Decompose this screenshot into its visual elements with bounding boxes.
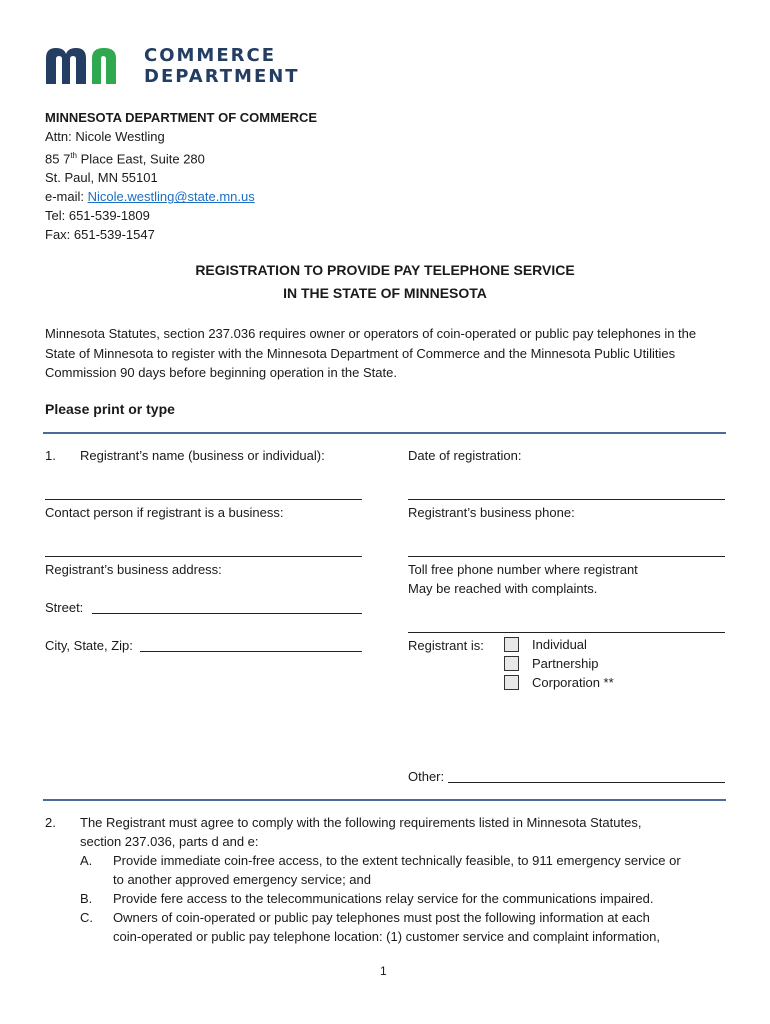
item-b-line1: Provide fere access to the telecommunications relay service for the communications impaired. — [113, 891, 654, 906]
address-block — [45, 108, 445, 244]
business-phone-label: Registrant’s business phone: — [408, 505, 575, 520]
instruction-heading: Please print or type — [45, 401, 175, 417]
section-divider — [43, 432, 726, 434]
individual-label: Individual — [532, 637, 587, 652]
page-number: 1 — [380, 964, 387, 978]
other-label: Other: — [408, 769, 445, 784]
toll-free-label-2: May be reached with complaints. — [408, 581, 598, 596]
item-c-letter: C. — [80, 910, 93, 925]
item-a-line1: Provide immediate coin-free access, to the extent technically feasible, to 911 emergency service or — [113, 853, 681, 868]
item-a-line2: to another approved emergency service; and — [113, 872, 371, 887]
street-suffix: th — [70, 151, 77, 160]
individual-checkbox[interactable] — [504, 637, 519, 652]
partnership-checkbox[interactable] — [504, 656, 519, 671]
item-b-letter: B. — [80, 891, 93, 906]
street-rest: Place East, Suite 280 — [76, 151, 205, 167]
section2-intro-1: The Registrant must agree to comply with the following requirements listed in Minnesota Statutes, — [80, 815, 642, 830]
contact-person-field[interactable] — [45, 556, 362, 557]
email-line — [45, 187, 445, 206]
document-title-line1: REGISTRATION TO PROVIDE PAY TELEPHONE SERVICE — [195, 262, 575, 278]
section2-intro-2: section 237.036, parts d and e: — [80, 834, 259, 849]
attn-line: Attn: Nicole Westling — [45, 129, 165, 144]
commerce-logo — [44, 44, 304, 88]
email-link[interactable]: Nicole.westling@state.mn.us — [87, 189, 255, 205]
city-line: St. Paul, MN 55101 — [45, 170, 158, 186]
fax-line: Fax: 651-539-1547 — [45, 227, 155, 243]
registrant-is-label: Registrant is: — [408, 638, 484, 653]
email-label: e-mail: — [45, 189, 88, 205]
corporation-label: Corporation ** — [532, 675, 614, 690]
contact-person-label: Contact person if registrant is a business: — [45, 505, 284, 520]
date-registration-field[interactable] — [408, 499, 725, 500]
business-address-label: Registrant’s business address: — [45, 562, 222, 577]
item-c-line1: Owners of coin-operated or public pay telephones must post the following information at each — [113, 910, 650, 925]
date-registration-label: Date of registration: — [408, 448, 522, 463]
tel-line: Tel: 651-539-1809 — [45, 208, 150, 224]
street-field[interactable] — [92, 613, 362, 614]
section2-number: 2. — [45, 815, 56, 830]
city-state-zip-label: City, State, Zip: — [45, 638, 133, 653]
document-title-line2: IN THE STATE OF MINNESOTA — [283, 285, 487, 301]
section-divider-2 — [43, 799, 726, 801]
other-field[interactable] — [448, 782, 725, 783]
item-a-letter: A. — [80, 853, 93, 868]
business-phone-field[interactable] — [408, 556, 725, 557]
street-line — [45, 146, 445, 168]
logo-line-department: DEPARTMENT — [144, 66, 300, 87]
registrant-name-field[interactable] — [45, 499, 362, 500]
street-label: Street: — [45, 600, 84, 615]
toll-free-field[interactable] — [408, 632, 725, 633]
partnership-label: Partnership — [532, 656, 599, 671]
section1-number: 1. — [45, 448, 56, 463]
logo-line-commerce: COMMERCE — [144, 45, 276, 66]
corporation-checkbox[interactable] — [504, 675, 519, 690]
intro-paragraph: Minnesota Statutes, section 237.036 requires owner or operators of coin-operated or public pay telephones in the State of Minnesota to register with the Minnesota Department of Commerce and the Minnesota Public Utilities Commission 90 days before beginning operation in the State. — [45, 326, 697, 380]
toll-free-label-1: Toll free phone number where registrant — [408, 562, 638, 577]
item-c-line2: coin-operated or public pay telephone location: (1) customer service and complaint information, — [113, 929, 661, 944]
city-state-zip-field[interactable] — [140, 651, 362, 652]
mn-logo-icon — [44, 44, 134, 86]
street-number: 85 7 — [45, 151, 71, 167]
registrant-name-label: Registrant’s name (business or individual): — [80, 448, 325, 463]
org-name: MINNESOTA DEPARTMENT OF COMMERCE — [45, 110, 318, 125]
